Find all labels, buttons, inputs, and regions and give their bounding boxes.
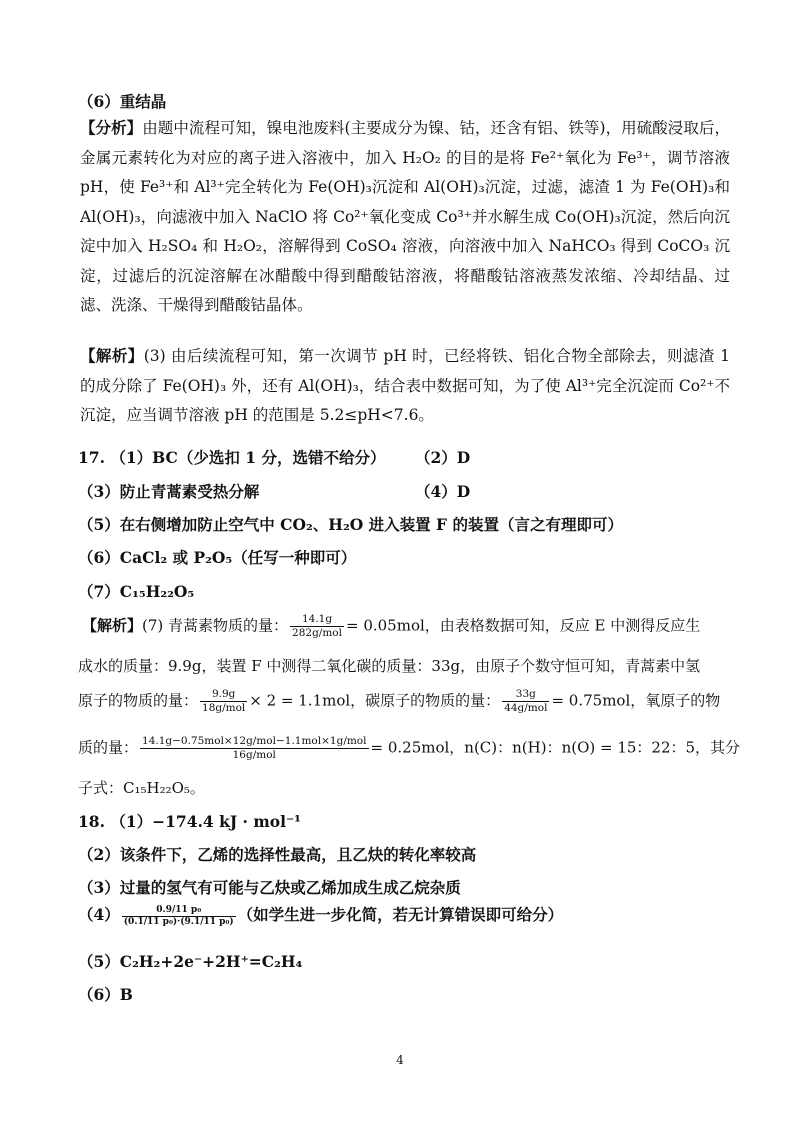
q17-answer-1 — [78, 446, 385, 468]
q17-e3a: 原子的物质的量： — [78, 691, 199, 710]
fraction-2 — [200, 688, 247, 715]
q17-e4b: = 0.25mol，n(C)：n(H)：n(O) = 15：22：5，其分 — [370, 738, 741, 757]
explain-label: 【解析】 — [80, 346, 144, 365]
q17-number: 17. — [78, 448, 105, 467]
q16-item6: （6）重结晶 — [78, 92, 167, 111]
q17-a1-text: （1）BC（少选扣 1 分，选错不给分） — [110, 448, 386, 467]
fraction-3 — [502, 688, 549, 715]
fraction-2-den: 18g/mol — [202, 702, 246, 714]
q17-explain-line4 — [78, 735, 740, 762]
q18-answer-4 — [78, 903, 563, 928]
fraction-4 — [140, 735, 368, 762]
q17-answer-4: （4）D — [415, 482, 471, 501]
q17-explain-line1 — [82, 613, 700, 640]
q17-answer-7: （7）C₁₅H₂₂O₅ — [78, 582, 195, 601]
explain-text: (3) 由后续流程可知，第一次调节 pH 时，已经将铁、铝化合物全部除去，则滤渣 1 的成分除了 Fe(OH)₃ 外，还有 Al(OH)₃，结合表中数据可知，为了使 Al³⁺完全沉淀而 Co²⁺不沉淀，应当调节溶液 pH 的范围是 5.2≤pH<7.6。 — [80, 347, 730, 424]
fraction-q18-4 — [122, 905, 236, 928]
q17-e4a: 质的量： — [78, 738, 139, 757]
q16-explanation — [80, 341, 730, 431]
q17-e3b: × 2 = 1.1mol，碳原子的物质的量： — [249, 691, 501, 710]
q18-number: 18. — [78, 812, 105, 831]
fraction-1-num: 14.1g — [290, 613, 344, 627]
page-number: 4 — [396, 1053, 404, 1067]
q17-explain-label: 【解析】 — [82, 616, 143, 635]
q18-a4-note: （如学生进一步化简，若无计算错误即可给分） — [237, 905, 564, 924]
q18-answer-6: （6）B — [78, 985, 133, 1004]
q17-answer-2: （2）D — [415, 448, 471, 467]
fraction-1 — [290, 613, 344, 640]
fraction-1-den: 282g/mol — [292, 627, 342, 639]
q16-analysis — [80, 113, 730, 321]
q18-a1-text: （1）−174.4 kJ · mol⁻¹ — [110, 812, 301, 831]
q17-e1b: = 0.05mol，由表格数据可知，反应 E 中测得反应生 — [345, 616, 701, 635]
q18-a4-prefix: （4） — [78, 905, 120, 924]
analysis-text: 由题中流程可知，镍电池废料(主要成分为镍、钴，还含有铝、铁等)，用硫酸浸取后，金属元素转化为对应的离子进入溶液中，加入 H₂O₂ 的目的是将 Fe²⁺氧化为 Fe³⁺，调节溶液 pH，使 Fe³⁺和 Al³⁺完全转化为 Fe(OH)₃沉淀和 Al(OH)₃沉淀，过滤，滤渣 1 为 Fe(OH)₃和 Al(OH)₃，向滤液中加入 NaClO 将 Co²⁺氧化变成 Co³⁺并水解生成 Co(OH)₃沉淀，然后向沉淀中加入 H₂SO₄ 和 H₂O₂，溶解得到 CoSO₄ 溶液，向溶液中加入 NaHCO₃ 得到 CoCO₃ 沉淀，过滤后的沉淀溶解在冰醋酸中得到醋酸钴溶液，将醋酸钴溶液蒸发浓缩、冷却结晶、过滤、洗涤、干燥得到醋酸钴晶体。 — [80, 119, 730, 314]
fraction-3-num: 33g — [502, 688, 549, 702]
fraction-4-den: 16g/mol — [232, 749, 276, 761]
q17-e3c: = 0.75mol，氧原子的物 — [551, 691, 721, 710]
q18-answer-5: （5）C₂H₂+2e⁻+2H⁺=C₂H₄ — [78, 952, 303, 971]
q17-answer-3: （3）防止青蒿素受热分解 — [78, 482, 260, 501]
fraction-q18-4-num: 0.9/11 p₀ — [122, 905, 236, 917]
fraction-2-num: 9.9g — [200, 688, 247, 702]
fraction-q18-4-den: (0.1/11 p₀)·(9.1/11 p₀) — [123, 916, 234, 927]
fraction-3-den: 44g/mol — [504, 702, 548, 714]
q17-explain-line3 — [78, 688, 720, 715]
q17-answer-6: （6）CaCl₂ 或 P₂O₅（任写一种即可） — [78, 548, 357, 567]
q17-e1a: (7) 青蒿素物质的量： — [142, 616, 289, 635]
q17-explain-line5: 子式：C₁₅H₂₂O₅。 — [78, 779, 205, 797]
q18-answer-2: （2）该条件下，乙烯的选择性最高，且乙炔的转化率较高 — [78, 845, 477, 864]
q17-explain-line2: 成水的质量：9.9g，装置 F 中测得二氧化碳的质量：33g，由原子个数守恒可知，青蒿素中氢 — [78, 657, 701, 675]
q18-answer-3: （3）过量的氢气有可能与乙炔或乙烯加成生成乙烷杂质 — [78, 878, 461, 897]
q18-answer-1 — [78, 810, 301, 832]
analysis-label: 【分析】 — [80, 118, 143, 137]
fraction-4-num: 14.1g−0.75mol×12g/mol−1.1mol×1g/mol — [142, 735, 367, 747]
q17-answer-5: （5）在右侧增加防止空气中 CO₂、H₂O 进入装置 F 的装置（言之有理即可） — [78, 515, 623, 534]
